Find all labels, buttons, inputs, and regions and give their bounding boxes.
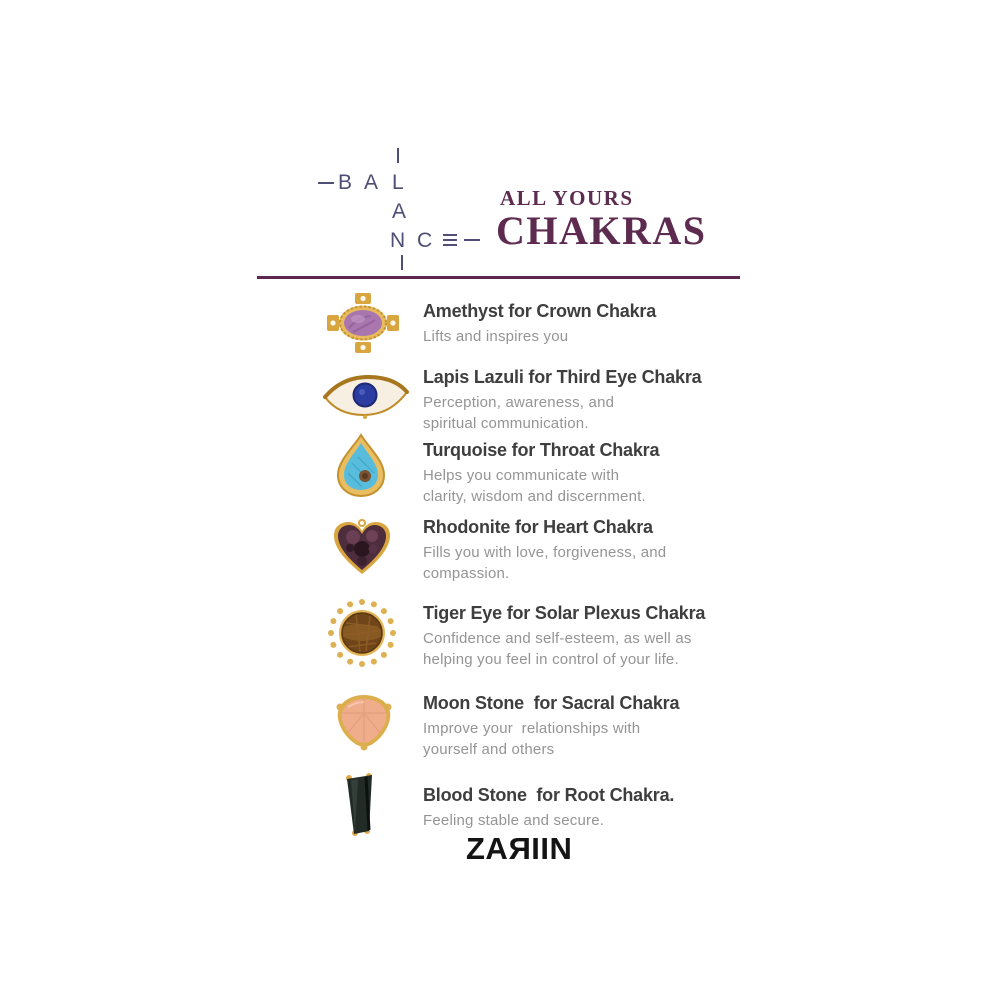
logo-top-tick: [397, 148, 399, 163]
tiger-eye-sun-icon: [326, 597, 398, 669]
row-desc-line: Perception, awareness, and: [423, 394, 615, 411]
row-desc-line: clarity, wisdom and discernment.: [423, 488, 646, 505]
logo-letter-a2: A: [392, 200, 407, 223]
logo-letter-b: B: [338, 171, 353, 194]
logo-right-dash: [464, 239, 480, 241]
balance-logo: [313, 145, 503, 277]
brand-part-za: ZA: [466, 831, 509, 866]
row-title: Rhodonite for Heart Chakra: [423, 517, 653, 537]
row-desc-line: Confidence and self-esteem, as well as: [423, 630, 692, 647]
row-title: Moon Stone for Sacral Chakra: [423, 693, 680, 713]
row-title: Turquoise for Throat Chakra: [423, 440, 660, 460]
turquoise-teardrop-icon: [334, 433, 388, 499]
logo-letter-e-bars: [443, 234, 457, 246]
row-title: Tiger Eye for Solar Plexus Chakra: [423, 603, 706, 623]
moonstone-trillion-icon: [334, 693, 394, 751]
brand-part-iin: IIN: [531, 831, 573, 866]
logo-letter-l: L: [392, 171, 404, 194]
logo-letter-n: N: [390, 229, 406, 252]
row-desc-line: Helps you communicate with: [423, 467, 620, 484]
lapis-eye-icon: [322, 370, 410, 420]
divider-rule: [257, 276, 740, 279]
row-desc-line: Feeling stable and secure.: [423, 812, 605, 829]
row-desc-line: helping you feel in control of your life.: [423, 651, 679, 668]
title-kicker: ALL YOURS: [500, 186, 634, 210]
bloodstone-slab-icon: [342, 772, 378, 838]
brand-mirrored-r: R: [508, 831, 532, 866]
row-desc-line: spiritual communication.: [423, 415, 589, 432]
row-desc-line: Fills you with love, forgiveness, and: [423, 544, 667, 561]
row-desc-line: Lifts and inspires you: [423, 328, 569, 345]
logo-bottom-tick: [401, 255, 403, 270]
logo-letter-a: A: [364, 171, 379, 194]
logo-left-dash: [318, 182, 334, 184]
row-title: Lapis Lazuli for Third Eye Chakra: [423, 367, 702, 387]
logo-letter-c: C: [417, 229, 433, 252]
zariin-brand-logo: [466, 831, 572, 867]
rhodonite-heart-icon: [331, 519, 393, 577]
row-desc-line: yourself and others: [423, 741, 555, 758]
amethyst-ring-icon: [325, 292, 401, 354]
page-title: CHAKRAS: [496, 208, 707, 253]
row-title: Blood Stone for Root Chakra.: [423, 785, 675, 805]
row-desc-line: compassion.: [423, 565, 510, 582]
row-title: Amethyst for Crown Chakra: [423, 301, 657, 321]
row-desc-line: Improve your relationships with: [423, 720, 641, 737]
